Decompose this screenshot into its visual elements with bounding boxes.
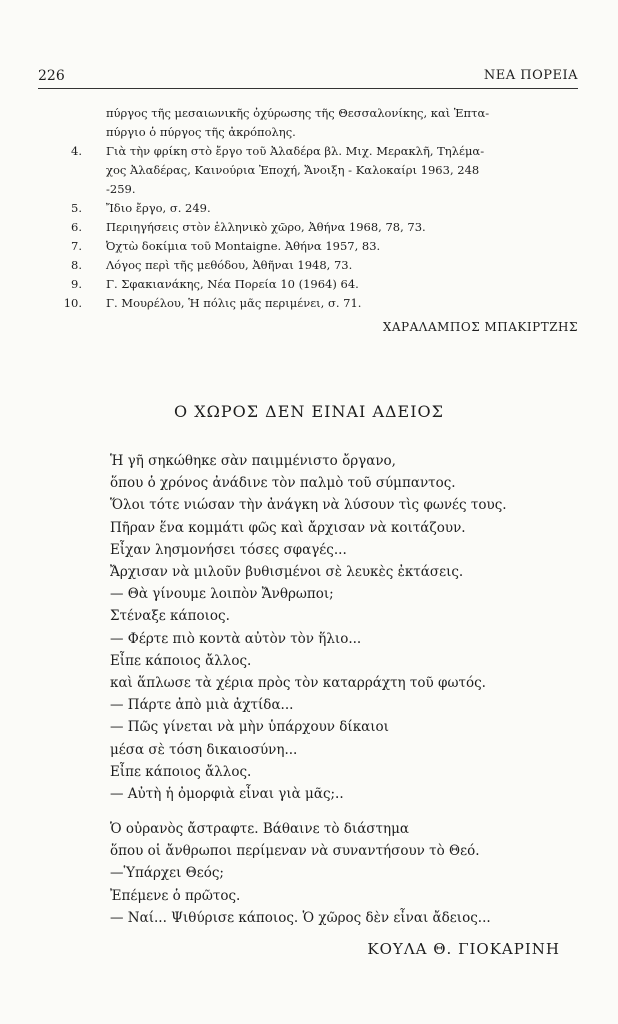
poem-line: καὶ ἅπλωσε τὰ χέρια πρὸς τὸν καταρράχτη τοῦ φωτός. [110,675,486,692]
poem-line: — Θὰ γίνουμε λοιπὸν Ἄνθρωποι; [110,586,334,603]
footnote-line: 6. Περιηγήσεις στὸν ἑλληνικὸ χῶρο, Ἀθήνα 1968, 78, 73. [71,220,426,234]
poem-line: — Πάρτε ἀπὸ μιὰ ἀχτίδα... [110,697,294,714]
footnote-line: πύργος τῆς μεσαιωνικῆς ὀχύρωσης τῆς Θεσσαλονίκης, καὶ Ἑπτα- [106,106,490,120]
running-header [38,68,578,88]
footnote-line: -259. [106,182,136,196]
poet-signature: ΚΟΥΛΑ Θ. ΓΙΟΚΑΡΙΝΗ [367,940,560,958]
poem-line: Στέναξε κάποιος. [110,608,230,625]
footnote-line: χος Ἀλαδέρας, Καινούρια Ἐποχή, Ἄνοιξη - Καλοκαίρι 1963, 248 [106,163,480,177]
poem-line: Εἶπε κάποιος ἄλλος. [110,652,252,669]
poem-line: — Πῶς γίνεται νὰ μὴν ὑπάρχουν δίκαιοι [110,719,389,736]
poem-line: Ἄρχισαν νὰ μιλοῦν βυθισμένοι σὲ λευκὲς ἐκτάσεις. [110,564,464,581]
footnote-line: 7. Ὀχτὼ δοκίμια τοῦ Montaigne. Ἀθήνα 1957, 83. [71,239,381,253]
author-signature: ΧΑΡΑΛΑΜΠΟΣ ΜΠΑΚΙΡΤΖΗΣ [382,320,578,334]
poem-line: Πῆραν ἕνα κομμάτι φῶς καὶ ἄρχισαν νὰ κοιτάζουν. [110,519,466,536]
poem-line: Ἡ γῆ σηκώθηκε σὰν παιμμένιστο ὄργανο, [110,453,396,469]
poem-title: Ο ΧΩΡΟΣ ΔΕΝ ΕΙΝΑΙ ΑΔΕΙΟΣ [174,402,444,421]
header-rule [38,88,578,89]
footnote-line: 8. Λόγος περὶ τῆς μεθόδου, Ἀθῆναι 1948, 73. [71,258,353,272]
poem-line: Εἶχαν λησμονήσει τόσες σφαγές... [110,541,347,558]
poem-line: ὅπου οἱ ἄνθρωποι περίμεναν νὰ συναντήσουν τὸ Θεό. [110,843,480,860]
poem-line: —Ὑπάρχει Θεός; [110,865,224,882]
footnote-line: 4. Γιὰ τὴν φρίκη στὸ ἔργο τοῦ Ἀλαδέρα βλ. Μιχ. Μερακλῆ, Τηλέμα- [71,144,485,158]
poem-line: — Ναί... Ψιθύρισε κάποιος. Ὁ χῶρος δὲν εἶναι ἄδειος... [110,909,491,926]
poem-line: Ἐπέμενε ὁ πρῶτος. [110,887,241,904]
footnote-line: 9. Γ. Σφακιανάκης, Νέα Πορεία 10 (1964) 64. [71,277,359,291]
footnote-line: 5. Ἴδιο ἔργο, σ. 249. [71,201,211,215]
footnote-line: πύργιο ὁ πύργος τῆς ἀκρόπολης. [106,125,296,139]
poem-line: Εἶπε κάποιος ἄλλος. [110,763,252,780]
poem-line: Ὁ οὐρανὸς ἄστραφτε. Βάθαινε τὸ διάστημα [110,821,409,837]
page-number: 226 [38,68,65,84]
poem-line: — Αὐτὴ ἡ ὀμορφιὰ εἶναι γιὰ μᾶς;.. [110,786,344,803]
poem-stanza [110,450,507,805]
poem-line: — Φέρτε πιὸ κοντὰ αὐτὸν τὸν ἥλιο... [110,630,362,647]
footnotes-list [38,104,578,313]
poem-line: μέσα σὲ τόση δικαιοσύνη... [110,741,298,758]
poem-line: Ὅλοι τότε νιώσαν τὴν ἀνάγκη νὰ λύσουν τὶς φωνές τους. [110,497,507,514]
poem-line: ὅπου ὁ χρόνος ἀνάδινε τὸν παλμὸ τοῦ σύμπαντος. [110,475,456,492]
footnote-line: 10. Γ. Μουρέλου, Ἡ πόλις μᾶς περιμένει, σ. 71. [63,296,362,310]
poem-stanza [110,818,491,929]
journal-title: ΝΕΑ ΠΟΡΕΙΑ [483,68,578,83]
